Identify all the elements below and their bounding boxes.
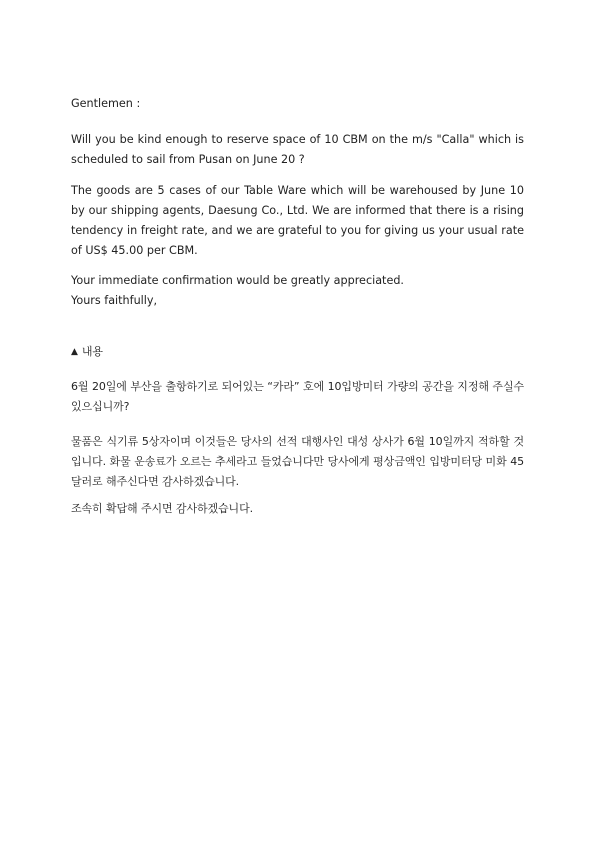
translation-heading-label: 내용 (81, 345, 103, 358)
translation-heading (71, 342, 524, 363)
closing-line: Yours faithfully, (71, 294, 158, 307)
confirmation-line: Your immediate confirmation would be greatly appreciated. (71, 274, 404, 287)
korean-paragraph-2: 물품은 식기류 5상자이며 이것들은 당사의 선적 대행사인 대성 상사가 6월 10일까지 적하할 것입니다. 화물 운송료가 오르는 추세라고 들었습니다만 당사에게 평상금액인 입방미터당 미화 45 달러로 해주신다면 감사하겠습니다. (71, 435, 524, 488)
korean-paragraph-3: 조속히 확답해 주시면 감사하겠습니다. (71, 502, 254, 515)
letter-paragraph-2: The goods are 5 cases of our Table Ware which will be warehoused by June 10 by our shipping agents, Daesung Co., Ltd. We are informed that there is a rising tendency in freight rate, and we are grateful to you for giving us your usual rate of US$ 45.00 per CBM. (71, 184, 524, 257)
letter-paragraph-3 (71, 271, 524, 311)
letter-paragraph-1: Will you be kind enough to reserve space of 10 CBM on the m/s "Calla" which is scheduled to sail from Pusan on June 20 ? (71, 133, 524, 166)
triangle-marker-icon: ▲ (71, 347, 78, 357)
salutation: Gentlemen : (71, 97, 141, 110)
korean-paragraph-1: 6월 20일에 부산을 출항하기로 되어있는 “카라” 호에 10입방미터 가량의 공간을 지정해 주실수 있으십니까? (71, 380, 524, 413)
